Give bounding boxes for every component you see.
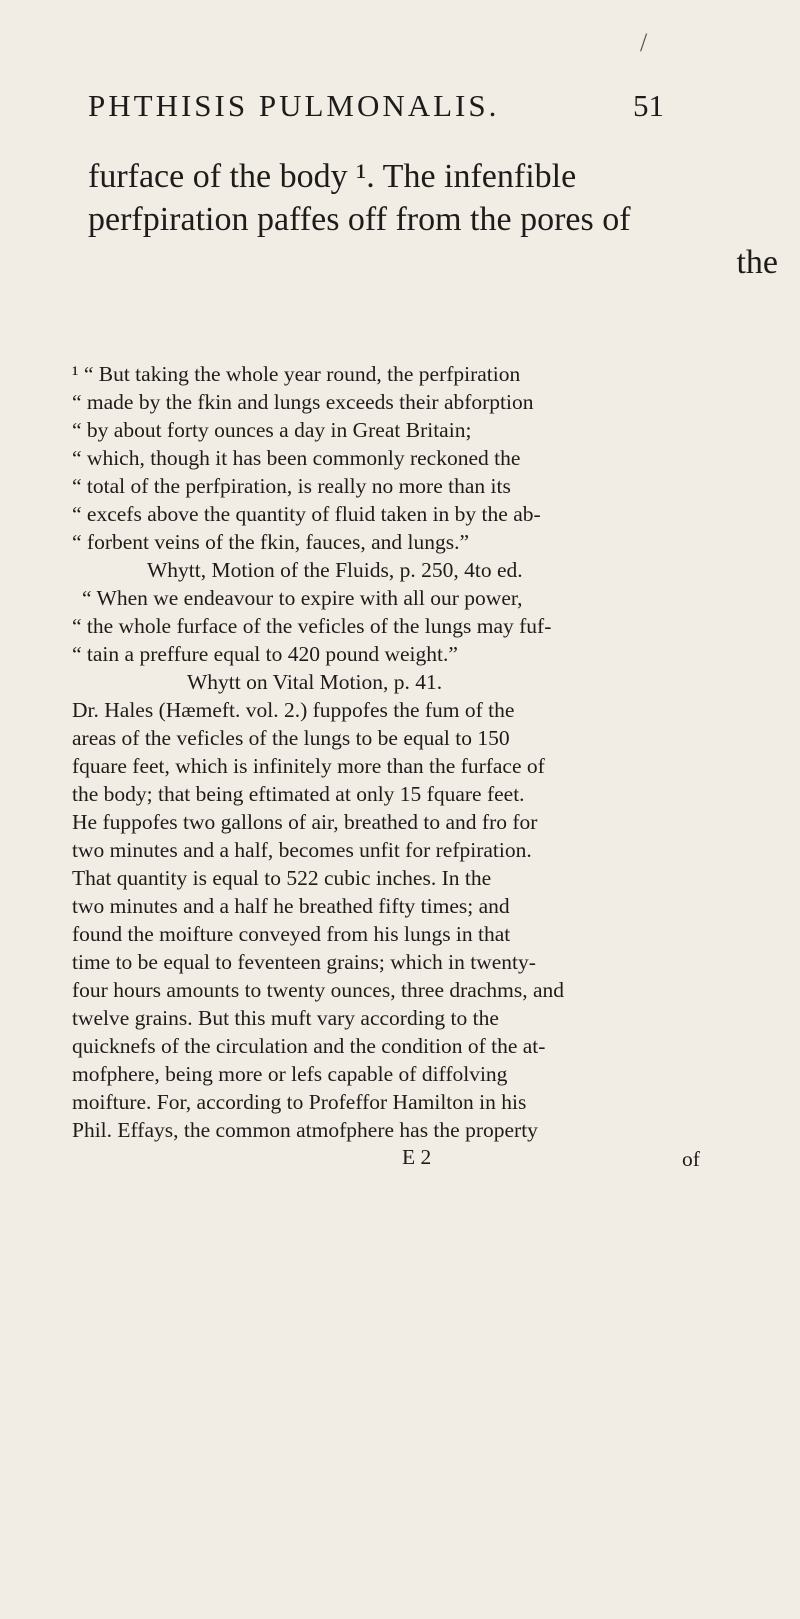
footnote-line: two minutes and a half, becomes unfit for refpiration. <box>72 838 532 862</box>
footnote-line: “ by about forty ounces a day in Great Britain; <box>72 418 472 442</box>
main-text-line: the <box>736 244 778 281</box>
footnote-line: twelve grains. But this muft vary according to the <box>72 1006 499 1030</box>
corner-mark: / <box>640 28 648 57</box>
catchword: of <box>682 1147 700 1171</box>
footnote-line: moifture. For, according to Profeffor Hamilton in his <box>72 1090 527 1114</box>
footnote-line: found the moifture conveyed from his lungs in that <box>72 922 511 946</box>
footnote-line: “ tain a preffure equal to 420 pound weight.” <box>72 642 458 666</box>
footnote-line: Dr. Hales (Hæmeft. vol. 2.) fuppofes the fum of the <box>72 698 515 722</box>
running-title: PHTHISIS PULMONALIS. <box>88 88 500 123</box>
footnote-line: four hours amounts to twenty ounces, three drachms, and <box>72 978 564 1002</box>
footnote-line: two minutes and a half he breathed fifty times; and <box>72 894 510 918</box>
footnote-line: areas of the veficles of the lungs to be equal to 150 <box>72 726 510 750</box>
footnote-line: mofphere, being more or lefs capable of diffolving <box>72 1062 508 1086</box>
main-text-line: furface of the body ¹. The infenfible <box>88 158 577 195</box>
footnote-line: That quantity is equal to 522 cubic inches. In the <box>72 866 492 890</box>
running-header <box>88 88 788 124</box>
footnote-line: ¹ “ But taking the whole year round, the perfpiration <box>72 362 521 386</box>
footnote-line: “ made by the fkin and lungs exceeds their abforption <box>72 390 534 414</box>
footnote-line: “ which, though it has been commonly reckoned the <box>72 446 521 470</box>
footnote-line: “ total of the perfpiration, is really no more than its <box>72 474 511 498</box>
footnote-line: “ When we endeavour to expire with all our power, <box>82 586 523 610</box>
footnote-line: “ the whole furface of the veficles of the lungs may fuf- <box>72 614 552 638</box>
footnote-line: fquare feet, which is infinitely more than the furface of <box>72 754 545 778</box>
footnote-line: “ excefs above the quantity of fluid taken in by the ab- <box>72 502 541 526</box>
footnote-line: time to be equal to feventeen grains; which in twenty- <box>72 950 536 974</box>
signature-mark: E 2 <box>402 1145 432 1169</box>
footnote-line: quicknefs of the circulation and the condition of the at- <box>72 1034 546 1058</box>
footnote-line: “ forbent veins of the fkin, fauces, and lungs.” <box>72 530 470 554</box>
citation: Whytt, Motion of the Fluids, p. 250, 4to ed. <box>147 558 523 582</box>
footnote-line: He fuppofes two gallons of air, breathed to and fro for <box>72 810 538 834</box>
citation: Whytt on Vital Motion, p. 41. <box>187 670 443 694</box>
page-number: 51 <box>633 88 664 123</box>
footnote-line: the body; that being eftimated at only 15 fquare feet. <box>72 782 525 806</box>
footnote-line: Phil. Effays, the common atmofphere has the property <box>72 1118 538 1142</box>
main-text-line: perfpiration paffes off from the pores of <box>88 201 631 238</box>
